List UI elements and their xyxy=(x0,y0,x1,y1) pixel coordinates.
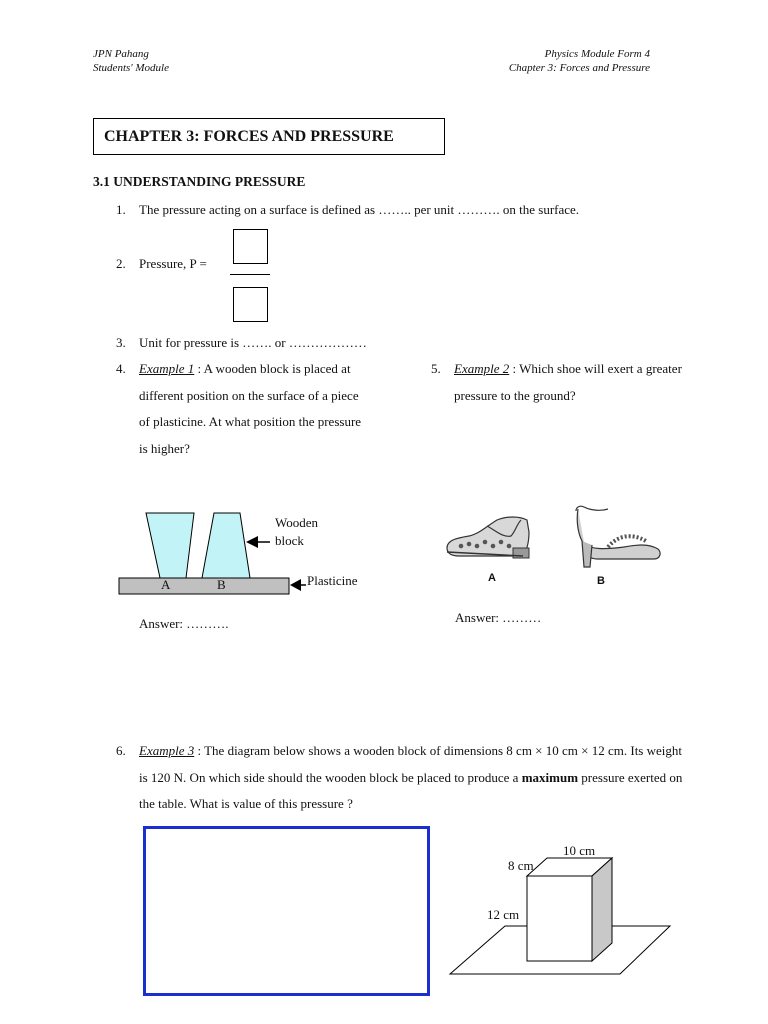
shoe-a-image xyxy=(443,512,535,562)
question-4-number: 4. xyxy=(116,361,126,376)
shoe-b-ankle-strap xyxy=(576,506,608,511)
section-title: 3.1 UNDERSTANDING PRESSURE xyxy=(93,174,306,189)
plasticine-slab xyxy=(119,578,289,594)
question-2-number: 2. xyxy=(116,256,126,271)
working-box[interactable] xyxy=(143,826,430,996)
answer-2: Answer: ……… xyxy=(455,610,542,625)
answer-1: Answer: ………. xyxy=(139,616,229,631)
example-1-body: : A wooden block is placed at different position on the surface of a piece of plasticine. At what position the pressure is higher? xyxy=(139,361,362,456)
shoe-b-image xyxy=(568,503,668,571)
question-3-text: Unit for pressure is ……. or ……………… xyxy=(139,335,367,350)
example-3-label: Example 3 xyxy=(139,743,195,758)
shoe-a-label: A xyxy=(488,572,496,584)
dimension-8cm: 8 cm xyxy=(508,858,534,873)
example-2-body: : Which shoe will exert a greater pressure to the ground? xyxy=(454,361,682,403)
wooden-block-figure xyxy=(110,505,380,605)
block-side-face xyxy=(592,858,612,961)
header-right-line2: Chapter 3: Forces and Pressure xyxy=(508,62,650,74)
label-position-b: B xyxy=(217,577,226,592)
example-2-label: Example 2 xyxy=(454,361,510,376)
shoe-b-heel xyxy=(582,541,592,567)
label-plasticine: Plasticine xyxy=(307,573,358,588)
fraction-line xyxy=(230,274,270,275)
question-6-number: 6. xyxy=(116,743,126,758)
question-1-number: 1. xyxy=(116,202,126,217)
question-4-text xyxy=(139,356,364,462)
question-1-text: The pressure acting on a surface is defined as …….. per unit ………. on the surface. xyxy=(139,202,580,217)
block-front-face xyxy=(527,876,592,961)
dimension-12cm: 12 cm xyxy=(487,907,520,922)
example-3-body-2: pressure exerted on the table. What is value of this pressure ? xyxy=(139,769,683,811)
shoe-b-label: B xyxy=(597,575,605,587)
question-5-number: 5. xyxy=(431,361,441,376)
example-3-bold: maximum xyxy=(521,769,579,785)
numerator-box[interactable] xyxy=(233,229,268,264)
question-5-text xyxy=(454,356,684,409)
header-right-line1: Physics Module Form 4 xyxy=(544,48,650,60)
header-left xyxy=(93,47,169,75)
label-block: block xyxy=(275,533,304,548)
header-right xyxy=(509,47,650,75)
question-6-text xyxy=(139,738,684,818)
dimension-10cm: 10 cm xyxy=(563,843,596,858)
label-wooden: Wooden xyxy=(275,515,318,530)
example-1-label: Example 1 xyxy=(139,361,195,376)
header-left-line2: Students' Module xyxy=(93,62,169,74)
chapter-title: CHAPTER 3: FORCES AND PRESSURE xyxy=(93,118,445,155)
label-position-a: A xyxy=(161,577,171,592)
question-3-number: 3. xyxy=(116,335,126,350)
example-3-body-1: : The diagram below shows a wooden block of dimensions 8 cm × 10 cm × 12 cm. Its weight is 120 N. On which side should the wooden block be placed to produce a xyxy=(139,743,682,785)
denominator-box[interactable] xyxy=(233,287,268,322)
block-b xyxy=(202,513,250,578)
question-2-text: Pressure, P = xyxy=(139,256,207,271)
wooden-arrow-head xyxy=(246,536,258,548)
block-a xyxy=(146,513,194,578)
plasticine-arrow-head xyxy=(290,579,301,591)
header-left-line1: JPN Pahang xyxy=(93,48,149,60)
